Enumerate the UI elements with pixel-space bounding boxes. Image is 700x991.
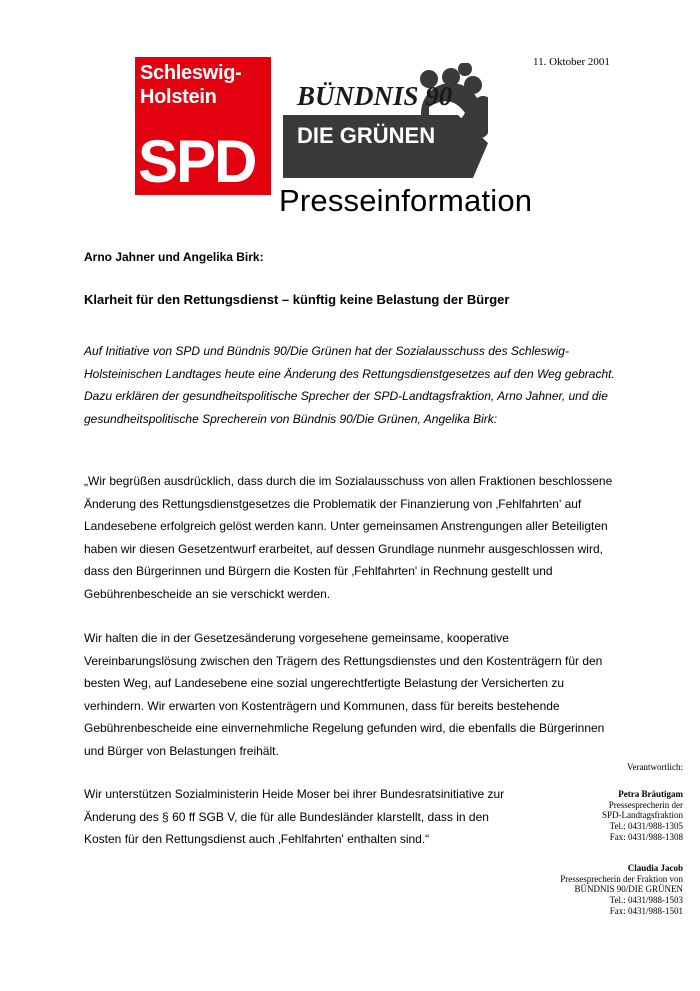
spd-region-label: Schleswig- Holstein	[140, 62, 242, 108]
contact-person	[560, 789, 683, 843]
logo-line2: DIE GRÜNEN	[297, 123, 436, 148]
contact-fax: Fax: 0431/988-1308	[609, 831, 683, 842]
contact-role: SPD-Landtagsfraktion	[602, 810, 683, 821]
body-paragraph-2: Wir halten die in der Gesetzesänderung vorgesehene gemeinsame, kooperative Vereinbarungslösung zwischen den Trägern des Rettungsdienstes und den Kostenträgern für den besten Weg, auf Landesebene eine sozial ungerechtfertigte Belastung der Versicherten zu verhindern. Wir erwarten von Kostenträgern und Kommunen, dass für bereits bestehende Gebührenbescheide eine einvernehmliche Regelung gefunden wird, die ebenfalls die Bürgerinnen und Bürger von Belastungen freihält.	[84, 631, 605, 758]
body-paragraph-1: „Wir begrüßen ausdrücklich, dass durch die im Sozialausschuss von allen Fraktionen beschlossene Änderung des Rettungsdienstgesetzes die Problematik der Finanzierung von ‚Fehlfahrten' auf Landesebene erfolgreich gelöst werden kann. Unter gemeinsamen Anstrengungen aller Beteiligten haben wir diesen Gesetzentwurf erarbeitet, auf dessen Grundlage nunmehr ausgeschlossen wird, dass den Bürgerinnen und Bürgern die Kosten für ‚Fehlfahrten' in Rechnung gestellt und Gebührenbescheide an sie verschickt werden.	[84, 474, 613, 601]
contact-tel: Tel.: 0431/988-1305	[609, 821, 683, 832]
spd-logo	[135, 57, 271, 195]
intro-paragraph: Auf Initiative von SPD und Bündnis 90/Die Grünen hat der Sozialausschuss des Schleswig-Holsteinischen Landtages heute eine Änderung des Rettungsdienstgesetzes auf den Weg gebracht. Dazu erklären der gesundheitspolitische Sprecher der SPD-Landtagsfraktion, Arno Jahner, und die gesundheitspolitische Sprecherein von Bündnis 90/Die Grünen, Angelika Birk:	[84, 344, 615, 426]
authors-line: Arno Jahner und Angelika Birk:	[84, 250, 264, 264]
contact-name: Petra Bräutigam	[618, 788, 683, 799]
contact-fax: Fax: 0431/988-1501	[609, 905, 683, 916]
contact-tel: Tel.: 0431/988-1503	[609, 895, 683, 906]
contact-role: Pressesprecherin der Fraktion von	[560, 873, 683, 884]
gruene-logo	[283, 63, 488, 178]
contact-person	[560, 863, 683, 917]
headline: Klarheit für den Rettungsdienst – künftig keine Belastung der Bürger	[84, 292, 510, 307]
body-paragraph-3: Wir unterstützen Sozialministerin Heide Moser bei ihrer Bundesratsinitiative zur Änderung des § 60 ff SGB V, die für alle Bundesländer klarstellt, dass in den Kosten für den Rettungsdienst auch ‚Fehlfahrten' enthalten sind.“	[84, 787, 505, 846]
contact-role: BÜNDNIS 90/DIE GRÜNEN	[574, 884, 683, 895]
press-date: 11. Oktober 2001	[533, 56, 610, 68]
contacts-label: Verantwortlich:	[627, 762, 683, 772]
page-title: Presseinformation	[279, 183, 533, 218]
contacts-block	[560, 762, 683, 937]
logo-line1: BÜNDNIS 90	[297, 81, 453, 111]
contact-name: Claudia Jacob	[627, 862, 683, 873]
spd-abbr: SPD	[138, 128, 256, 195]
contact-role: Pressesprecherin der	[608, 799, 683, 810]
